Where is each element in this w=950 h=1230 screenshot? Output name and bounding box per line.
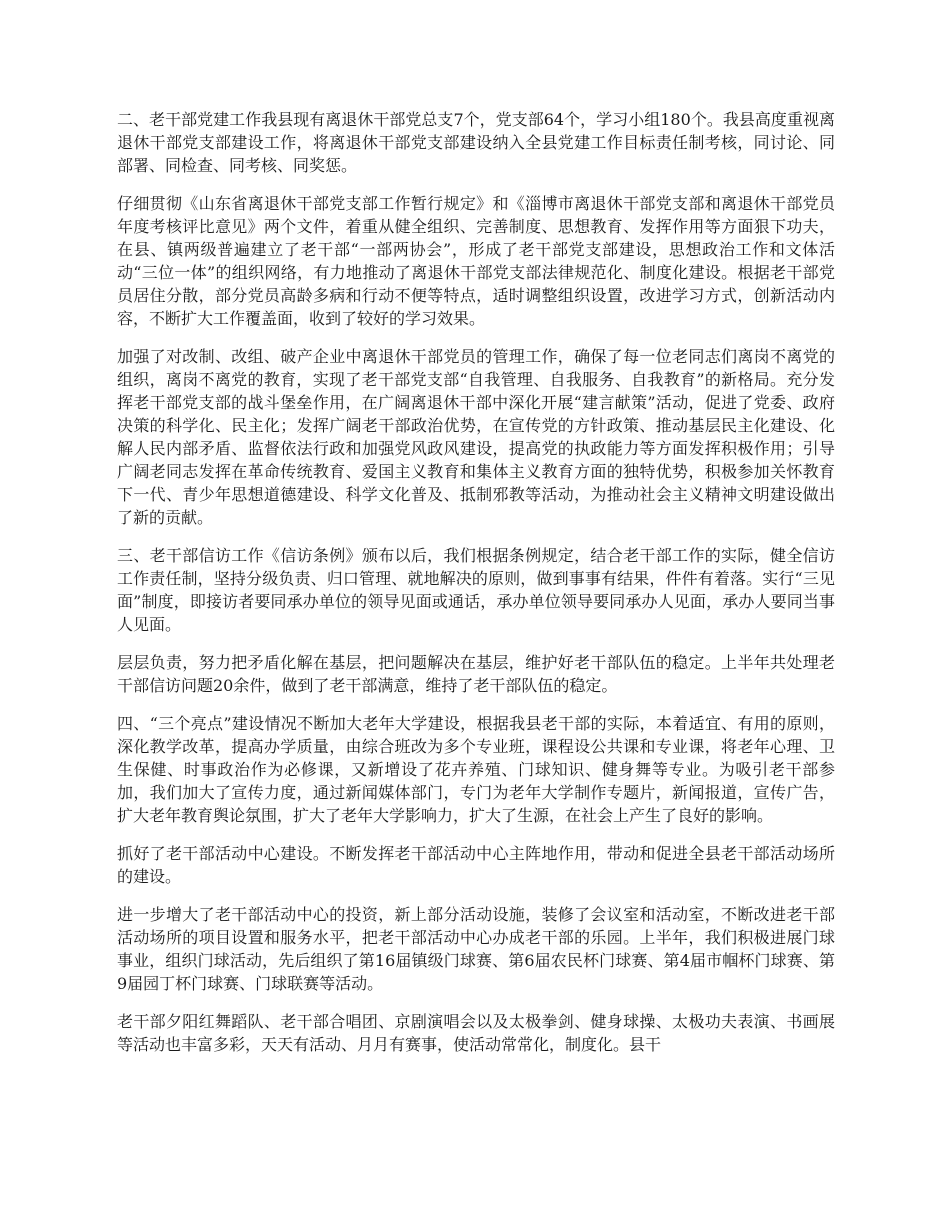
paragraph-enterprise-retirees: 加强了对改制、改组、破产企业中离退休干部党员的管理工作，确保了每一位老同志们离岗不离党的组织，离岗不离党的教育，实现了老干部党支部“自我管理、自我服务、自我教育”的新格局。充分发挥老干部党支部的战斗堡垒作用，在广阔离退休干部中深化开展“建言献策”活动，促进了党委、政府决策的科学化、民主化；发挥广阔老干部政治优势，在宣传党的方针政策、推动基层民主化建设、化解人民内部矛盾、监督依法行政和加强党风政风建设，提高党的执政能力等方面发挥积极作用；引导广阔老同志发挥在革命传统教育、爱国主义教育和集体主义教育方面的独特优势，积极参加关怀教育下一代、青少年思想道德建设、科学文化普及、抵制邪教等活动，为推动社会主义精神文明建设做出了新的贡献。 (117, 347, 835, 527)
paragraph-implementation: 仔细贯彻《山东省离退休干部党支部工作暂行规定》和《淄博市离退休干部党支部和离退休干部党员年度考核评比意见》两个文件，着重从健全组织、完善制度、思想教育、发挥作用等方面狠下功夫，在县、镇两级普遍建立了老干部“一部两协会”，形成了老干部党支部建设，思想政治工作和文体活动“三位一体”的组织网络，有力地推动了离退休干部党支部法律规范化、制度化建设。根据老干部党员居住分散，部分党员高龄多病和行动不便等特点，适时调整组织设置，改进学习方式，创新活动内容，不断扩大工作覆盖面，收到了较好的学习效果。 (117, 194, 835, 328)
paragraph-grassroots-stability: 层层负责，努力把矛盾化解在基层，把问题解决在基层，维护好老干部队伍的稳定。上半年共处理老干部信访问题20余件，做到了老干部满意，维持了老干部队伍的稳定。 (117, 653, 835, 695)
paragraph-three-highlights: 四、“三个亮点”建设情况不断加大老年大学建设，根据我县老干部的实际，本着适宜、有用的原则，深化教学改革，提高办学质量，由综合班改为多个专业班，课程设公共课和专业课，将老年心理、卫生保健、时事政治作为必修课，又新增设了花卉养殖、门球知识、健身舞等专业。为吸引老干部参加，我们加大了宣传力度，通过新闻媒体部门，专门为老年大学制作专题片，新闻报道，宣传广告，扩大老年教育舆论氛围，扩大了老年大学影响力，扩大了生源，在社会上产生了良好的影响。 (117, 714, 835, 825)
paragraph-activity-center: 抓好了老干部活动中心建设。不断发挥老干部活动中心主阵地作用，带动和促进全县老干部活动场所的建设。 (117, 844, 835, 886)
paragraph-petition-work: 三、老干部信访工作《信访条例》颁布以后，我们根据条例规定，结合老干部工作的实际，健全信访工作责任制，坚持分级负责、归口管理、就地解决的原则，做到事事有结果，件件有着落。实行“三见面”制度，即接访者要同承办单位的领导见面或通话，承办单位领导要同承办人见面，承办人要同当事人见面。 (117, 546, 835, 634)
paragraph-party-building: 二、老干部党建工作我县现有离退休干部党总支7个，党支部64个，学习小组180个。我县高度重视离退休干部党支部建设工作，将离退休干部党支部建设纳入全县党建工作目标责任制考核，同讨论、同部署、同检查、同考核、同奖惩。 (117, 110, 835, 175)
paragraph-cultural-activities: 老干部夕阳红舞蹈队、老干部合唱团、京剧演唱会以及太极拳剑、健身球操、太极功夫表演、书画展等活动也丰富多彩，天天有活动、月月有赛事，使活动常常化，制度化。县干 (117, 1012, 835, 1054)
paragraph-investment-gateball: 进一步增大了老干部活动中心的投资，新上部分活动设施，装修了会议室和活动室，不断改进老干部活动场所的项目设置和服务水平，把老干部活动中心办成老干部的乐园。上半年，我们积极进展门球事业，组织门球活动，先后组织了第16届镇级门球赛、第6届农民杯门球赛、第4届市帼杯门球赛、第9届园丁杯门球赛、门球联赛等活动。 (117, 905, 835, 993)
document-body (117, 108, 835, 1071)
